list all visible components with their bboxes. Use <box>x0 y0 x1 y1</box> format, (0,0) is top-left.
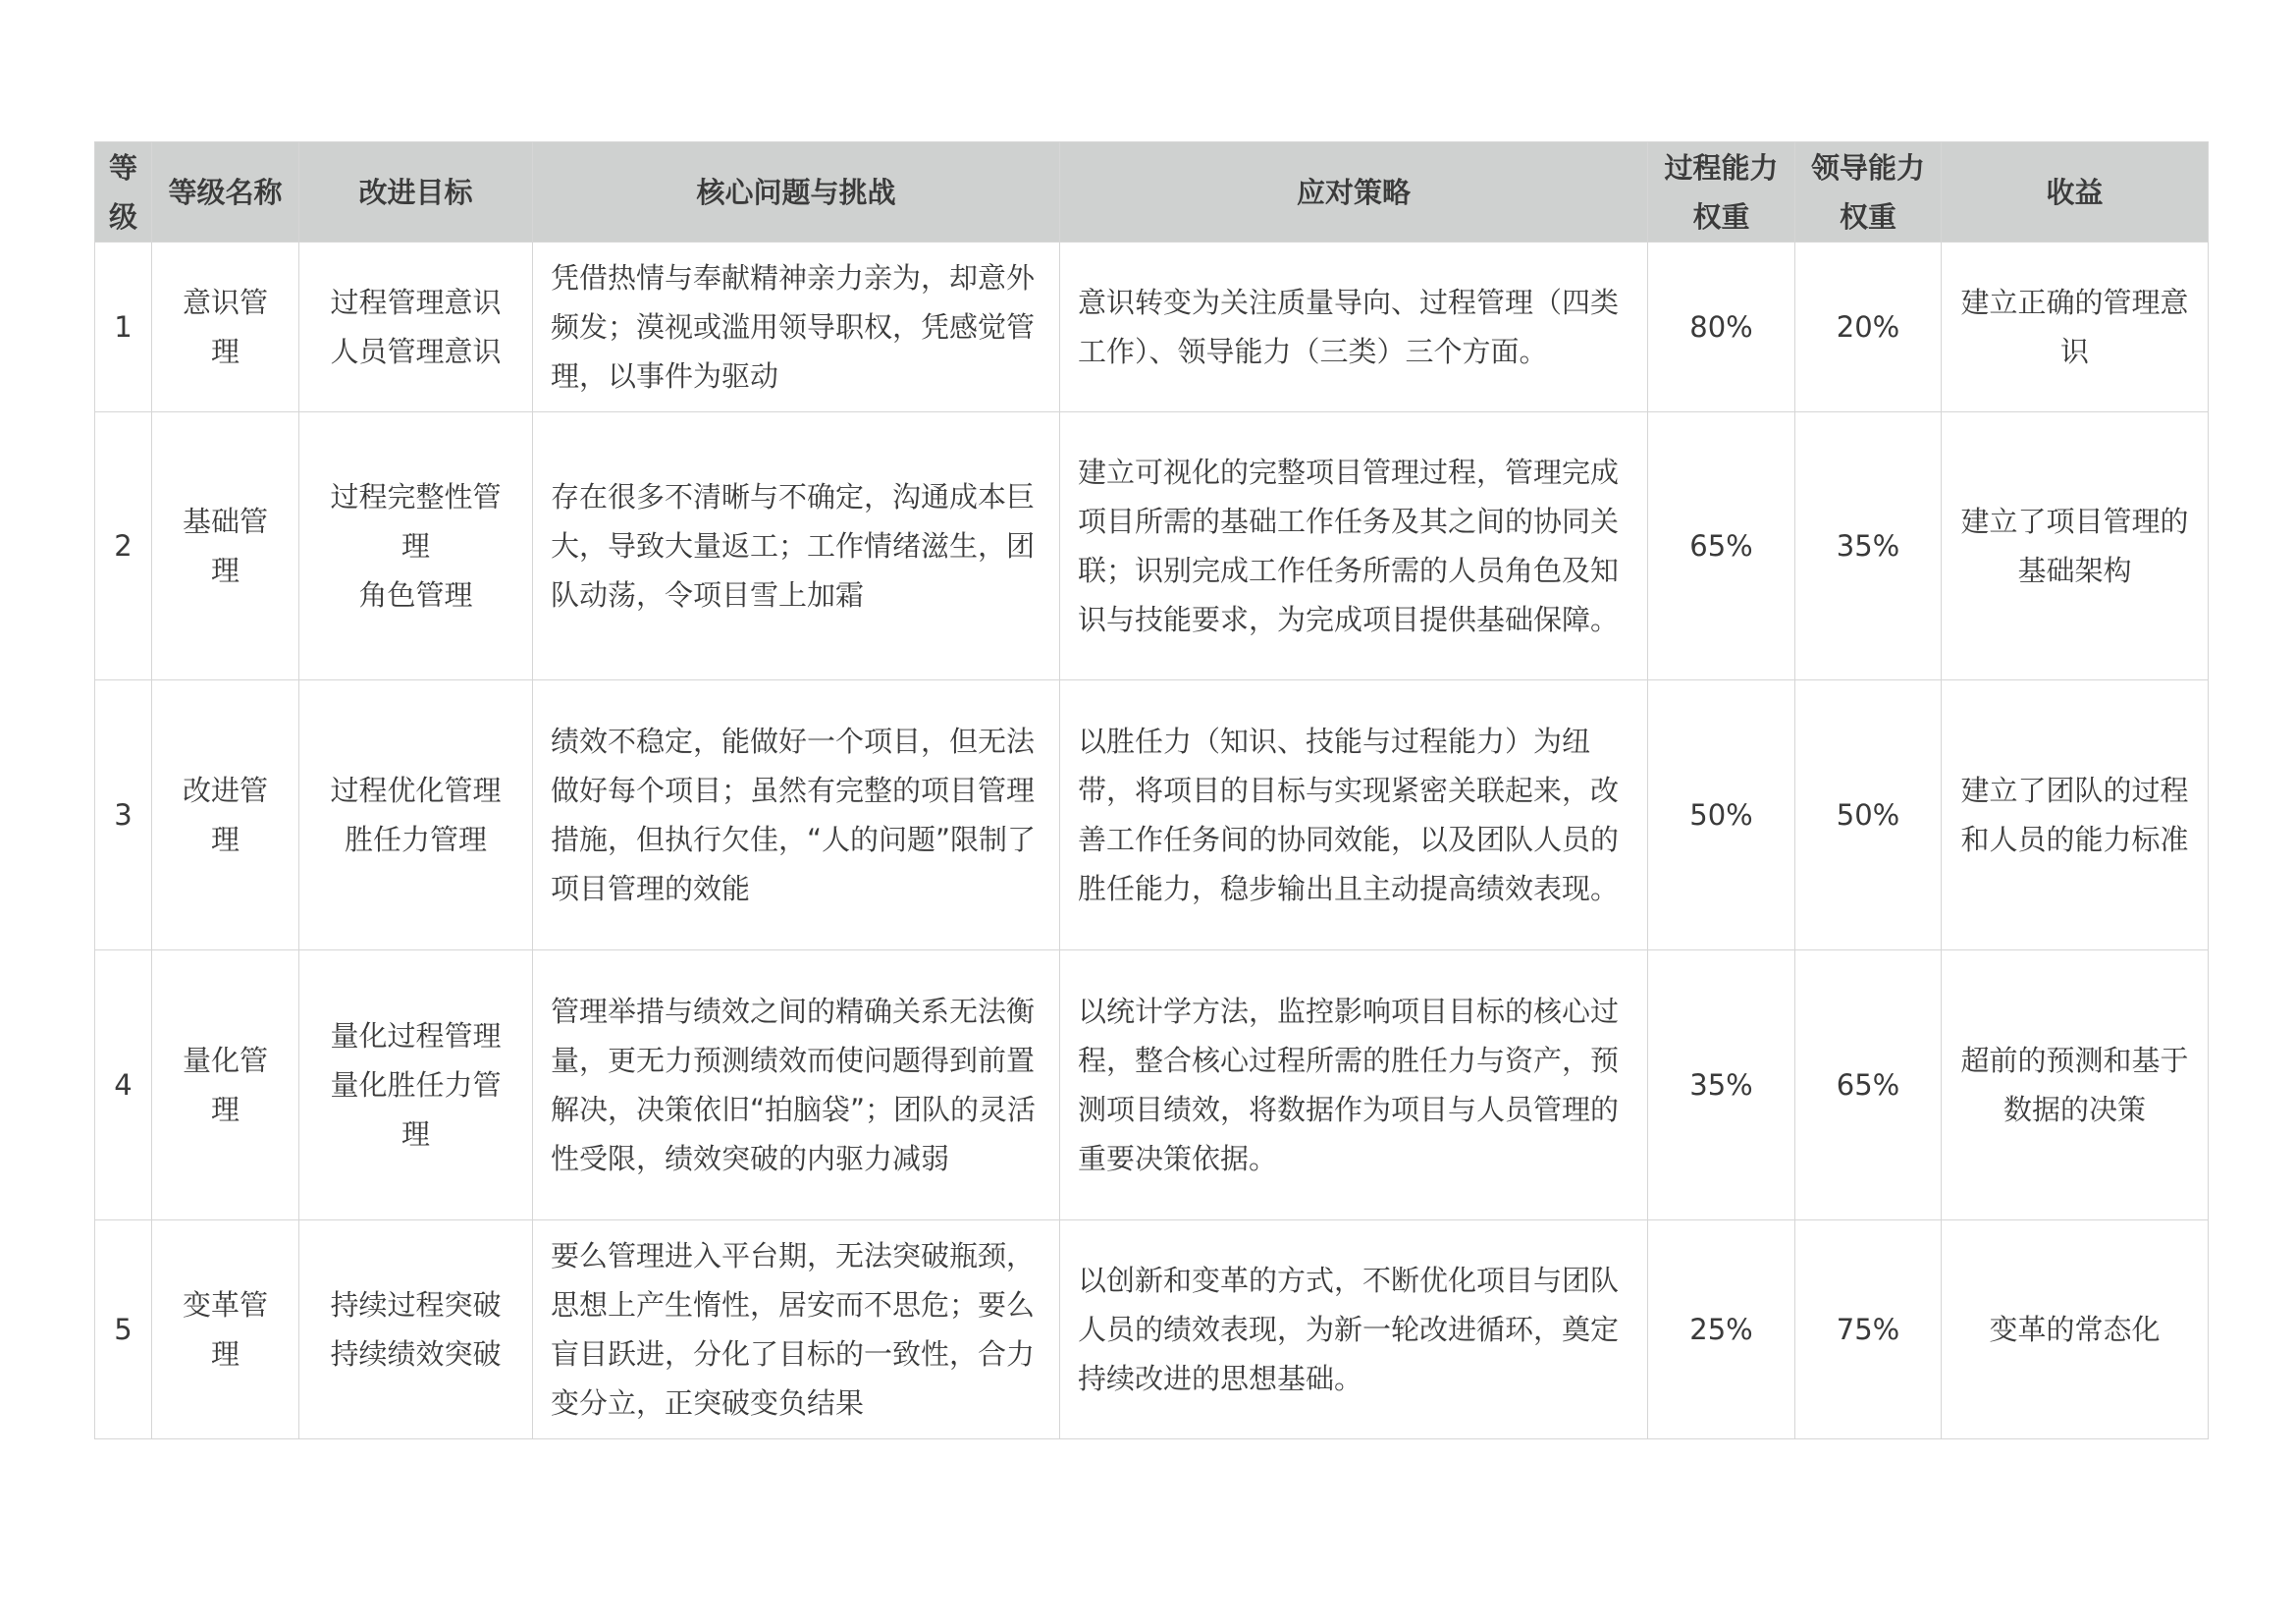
cell-level-name: 变革管理 <box>152 1220 299 1439</box>
header-level: 等级 <box>95 142 152 243</box>
cell-process-weight: 25% <box>1648 1220 1795 1439</box>
cell-benefit: 超前的预测和基于数据的决策 <box>1942 950 2209 1220</box>
header-strategy: 应对策略 <box>1060 142 1648 243</box>
cell-level: 4 <box>95 950 152 1220</box>
cell-process-weight: 80% <box>1648 243 1795 412</box>
header-leadership-weight: 领导能力权重 <box>1795 142 1942 243</box>
cell-leadership-weight: 35% <box>1795 412 1942 680</box>
table-row <box>95 412 2209 680</box>
table-row <box>95 950 2209 1220</box>
cell-issues: 存在很多不清晰与不确定，沟通成本巨大，导致大量返工；工作情绪滋生，团队动荡，令项目雪上加霜 <box>533 412 1060 680</box>
cell-strategy: 意识转变为关注质量导向、过程管理（四类工作）、领导能力（三类）三个方面。 <box>1060 243 1648 412</box>
header-issues: 核心问题与挑战 <box>533 142 1060 243</box>
cell-benefit: 建立了团队的过程和人员的能力标准 <box>1942 680 2209 950</box>
cell-goal: 过程管理意识 人员管理意识 <box>299 243 533 412</box>
table-row <box>95 1220 2209 1439</box>
table-row <box>95 243 2209 412</box>
cell-goal: 持续过程突破 持续绩效突破 <box>299 1220 533 1439</box>
header-level-name: 等级名称 <box>152 142 299 243</box>
cell-level-name: 基础管理 <box>152 412 299 680</box>
cell-strategy: 以创新和变革的方式，不断优化项目与团队人员的绩效表现，为新一轮改进循环，奠定持续改进的思想基础。 <box>1060 1220 1648 1439</box>
cell-level-name: 意识管理 <box>152 243 299 412</box>
cell-goal: 过程完整性管理 角色管理 <box>299 412 533 680</box>
cell-issues: 凭借热情与奉献精神亲力亲为，却意外频发；漠视或滥用领导职权，凭感觉管理，以事件为驱动 <box>533 243 1060 412</box>
header-row <box>95 142 2209 243</box>
cell-leadership-weight: 65% <box>1795 950 1942 1220</box>
cell-benefit: 变革的常态化 <box>1942 1220 2209 1439</box>
cell-issues: 管理举措与绩效之间的精确关系无法衡量，更无力预测绩效而使问题得到前置解决，决策依旧“拍脑袋”；团队的灵活性受限，绩效突破的内驱力减弱 <box>533 950 1060 1220</box>
cell-leadership-weight: 20% <box>1795 243 1942 412</box>
cell-process-weight: 35% <box>1648 950 1795 1220</box>
cell-process-weight: 50% <box>1648 680 1795 950</box>
table-body <box>95 243 2209 1439</box>
cell-leadership-weight: 50% <box>1795 680 1942 950</box>
cell-level: 1 <box>95 243 152 412</box>
cell-goal: 量化过程管理 量化胜任力管理 <box>299 950 533 1220</box>
cell-issues: 绩效不稳定，能做好一个项目，但无法做好每个项目；虽然有完整的项目管理措施，但执行欠佳，“人的问题”限制了项目管理的效能 <box>533 680 1060 950</box>
table-row <box>95 680 2209 950</box>
cell-benefit: 建立正确的管理意识 <box>1942 243 2209 412</box>
cell-leadership-weight: 75% <box>1795 1220 1942 1439</box>
header-process-weight: 过程能力权重 <box>1648 142 1795 243</box>
header-benefit: 收益 <box>1942 142 2209 243</box>
maturity-level-table <box>94 141 2209 1439</box>
cell-strategy: 以胜任力（知识、技能与过程能力）为纽带，将项目的目标与实现紧密关联起来，改善工作任务间的协同效能，以及团队人员的胜任能力，稳步输出且主动提高绩效表现。 <box>1060 680 1648 950</box>
cell-goal: 过程优化管理 胜任力管理 <box>299 680 533 950</box>
cell-level: 2 <box>95 412 152 680</box>
cell-level: 3 <box>95 680 152 950</box>
table-header <box>95 142 2209 243</box>
cell-benefit: 建立了项目管理的基础架构 <box>1942 412 2209 680</box>
cell-process-weight: 65% <box>1648 412 1795 680</box>
cell-strategy: 建立可视化的完整项目管理过程，管理完成项目所需的基础工作任务及其之间的协同关联；识别完成工作任务所需的人员角色及知识与技能要求，为完成项目提供基础保障。 <box>1060 412 1648 680</box>
cell-level-name: 改进管理 <box>152 680 299 950</box>
cell-level-name: 量化管理 <box>152 950 299 1220</box>
header-goal: 改进目标 <box>299 142 533 243</box>
cell-level: 5 <box>95 1220 152 1439</box>
cell-strategy: 以统计学方法，监控影响项目目标的核心过程，整合核心过程所需的胜任力与资产，预测项目绩效，将数据作为项目与人员管理的重要决策依据。 <box>1060 950 1648 1220</box>
cell-issues: 要么管理进入平台期，无法突破瓶颈，思想上产生惰性，居安而不思危；要么盲目跃进，分化了目标的一致性，合力变分立，正突破变负结果 <box>533 1220 1060 1439</box>
